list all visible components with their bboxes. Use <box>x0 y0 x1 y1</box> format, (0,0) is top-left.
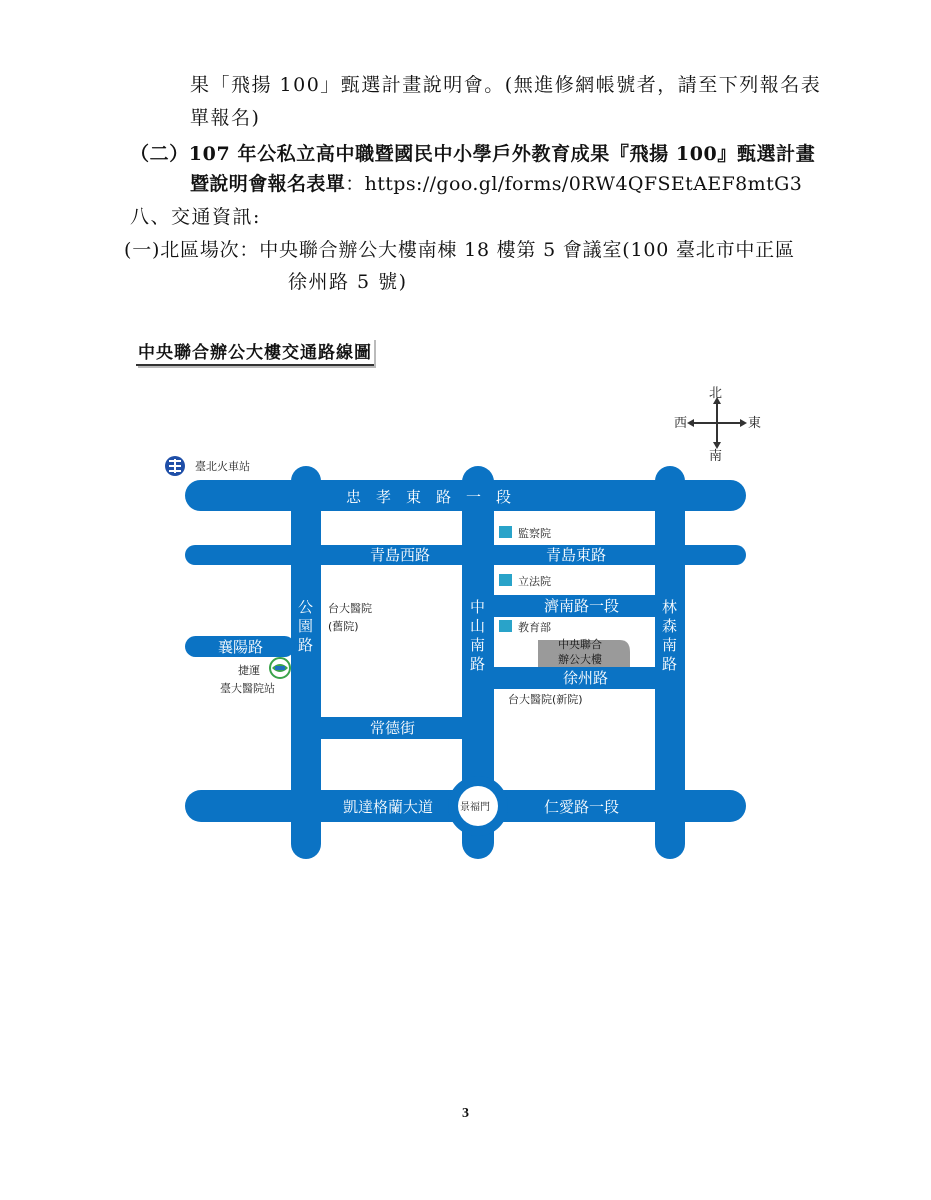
landmark-central-building: 中央聯合 <box>558 638 602 651</box>
landmark-mrt-station: 臺大醫院站 <box>220 682 275 695</box>
road-qingdao <box>185 545 746 565</box>
road-label-jinan: 濟南路一段 <box>544 597 620 615</box>
text-line-2: 單報名) <box>190 107 261 129</box>
svg-text:森: 森 <box>662 617 678 635</box>
compass-west: 西 <box>674 416 688 431</box>
landmark-east-gate: 景福門 <box>460 802 490 813</box>
compass-north: 北 <box>709 386 723 401</box>
compass-east: 東 <box>748 416 762 431</box>
building-icon <box>499 574 512 586</box>
svg-text:路: 路 <box>470 655 486 673</box>
road-label-xuzhou: 徐州路 <box>563 669 609 687</box>
svg-text:林: 林 <box>662 598 678 616</box>
landmark-ntuh-old-sub: (舊院) <box>328 620 359 633</box>
signup-form-url[interactable]: ：https://goo.gl/forms/0RW4QFSEtAEF8mtG3 <box>345 173 803 195</box>
svg-text:公: 公 <box>298 598 314 616</box>
building-icon <box>499 526 512 538</box>
text-line-3: （二）107 年公私立高中職暨國民中小學戶外教育成果『飛揚 100』甄選計畫 <box>130 143 816 165</box>
road-label-ketagalan: 凱達格蘭大道 <box>343 798 434 816</box>
road-label-renai: 仁愛路一段 <box>544 798 620 816</box>
text-line-6: (一)北區場次：中央聯合辦公大樓南棟 18 樓第 5 會議室(100 臺北市中正區 <box>124 239 795 261</box>
road-label-zhongxiao: 忠 孝 東 路 一 段 <box>346 488 512 506</box>
page-number: 3 <box>462 1106 469 1121</box>
svg-text:園: 園 <box>298 617 314 635</box>
road-label-gongyuan <box>298 598 313 654</box>
svg-text:路: 路 <box>298 636 314 654</box>
road-label-zhongshan <box>470 598 485 673</box>
signup-form-label: 暨說明會報名表單 <box>190 173 346 195</box>
compass-icon <box>674 386 761 464</box>
road-label-changde: 常德街 <box>370 719 416 737</box>
compass-south: 南 <box>709 449 723 464</box>
landmark-legislative-yuan: 立法院 <box>518 575 551 588</box>
landmark-central-building-sub: 辦公大樓 <box>558 653 602 666</box>
svg-text:路: 路 <box>662 655 678 673</box>
road-label-linsen <box>662 598 677 673</box>
landmark-control-yuan: 監察院 <box>518 527 551 540</box>
landmark-station: 臺北火車站 <box>195 460 250 473</box>
text-line-1: 果「飛揚 100」甄選計畫說明會。(無進修網帳號者，請至下列報名表 <box>190 74 822 96</box>
road-label-qingdao-east: 青島東路 <box>546 546 607 564</box>
road-label-qingdao-west: 青島西路 <box>370 546 431 564</box>
landmark-education-ministry: 教育部 <box>518 621 551 634</box>
svg-text:中: 中 <box>470 598 486 616</box>
svg-text:南: 南 <box>662 636 678 654</box>
text-line-5: 八、交通資訊: <box>130 206 261 228</box>
landmark-ntuh-old: 台大醫院 <box>328 602 372 615</box>
svg-text:南: 南 <box>470 636 486 654</box>
landmark-ntuh-new: 台大醫院(新院) <box>508 693 583 706</box>
building-icon <box>499 620 512 632</box>
landmark-mrt: 捷運 <box>238 664 260 677</box>
text-line-7: 徐州路 5 號) <box>288 271 408 293</box>
train-station-icon <box>165 456 185 476</box>
road-label-xiangyang: 襄陽路 <box>218 638 264 656</box>
mrt-icon <box>270 658 290 678</box>
svg-text:山: 山 <box>470 617 486 635</box>
map-title: 中央聯合辦公大樓交通路線圖 <box>136 338 374 366</box>
